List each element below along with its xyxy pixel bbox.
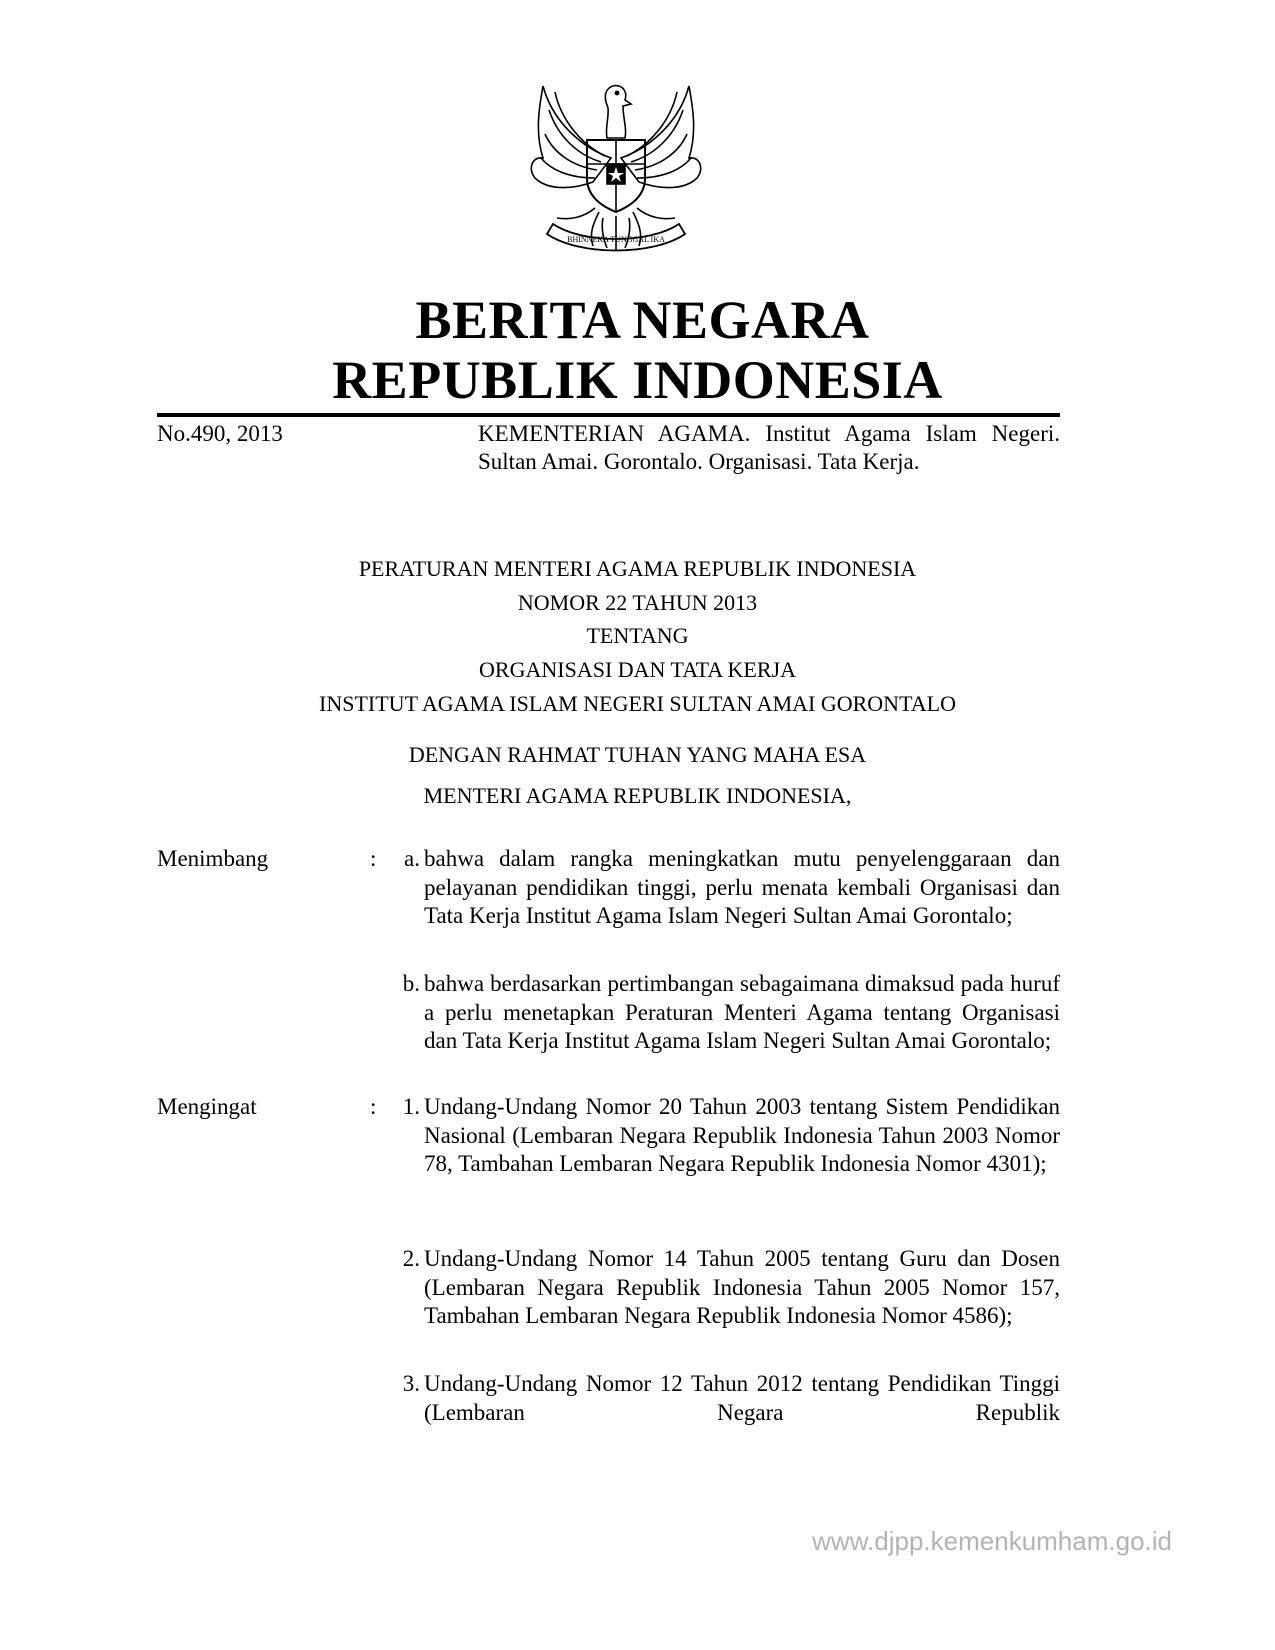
gazette-title-line1: BERITA NEGARA (415, 290, 870, 350)
menimbang-item-b: bahwa berdasarkan pertimbangan sebagaimana dimaksud pada huruf a perlu menetapkan Peraturan Menteri Agama tentang Organisasi dan Tata Kerja Institut Agama Islam Negeri Sultan Amai Gorontalo; (424, 971, 1060, 1053)
regulation-subject-line2: INSTITUT AGAMA ISLAM NEGERI SULTAN AMAI GORONTALO (319, 691, 956, 716)
emblem-motto: BHINNEKA TUNGGAL IKA (567, 235, 665, 244)
regulation-tentang: TENTANG (586, 623, 689, 648)
source-watermark: www.djpp.kemenkumham.go.id (812, 1526, 1172, 1556)
mengingat-marker-3: 3. (402, 1371, 420, 1396)
mengingat-label: Mengingat (157, 1094, 257, 1119)
menimbang-colon: : (370, 846, 377, 871)
menimbang-item-a: bahwa dalam rangka meningkatkan mutu penyelenggaraan dan pelayanan pendidikan tinggi, perlu menata kembali Organisasi dan Tata Kerja Institut Agama Islam Negeri Sultan Amai Gorontalo; (424, 846, 1060, 928)
mengingat-item-2: Undang-Undang Nomor 14 Tahun 2005 tentang Guru dan Dosen (Lembaran Negara Republik Indonesia Tahun 2005 Nomor 157, Tambahan Lembaran Negara Republik Indonesia Nomor 4586); (424, 1246, 1060, 1328)
gazette-number: No.490, 2013 (157, 421, 283, 446)
mengingat-marker-2: 2. (402, 1246, 420, 1271)
preamble-grace: DENGAN RAHMAT TUHAN YANG MAHA ESA (408, 742, 867, 767)
gazette-title-line2: REPUBLIK INDONESIA (332, 350, 943, 410)
preamble-minister: MENTERI AGAMA REPUBLIK INDONESIA, (423, 783, 852, 808)
mengingat-colon: : (370, 1094, 377, 1119)
menimbang-label: Menimbang (157, 846, 269, 871)
regulation-number: NOMOR 22 TAHUN 2013 (517, 590, 758, 615)
garuda-emblem-icon (513, 78, 719, 268)
header-divider (157, 413, 1060, 417)
menimbang-marker-b: b. (402, 971, 420, 996)
regulation-subject-line1: ORGANISASI DAN TATA KERJA (479, 657, 796, 682)
mengingat-item-1: Undang-Undang Nomor 20 Tahun 2003 tentang Sistem Pendidikan Nasional (Lembaran Negara Republik Indonesia Tahun 2003 Nomor 78, Tambahan Lembaran Negara Republik Indonesia Nomor 4301); (424, 1094, 1060, 1176)
mengingat-marker-1: 1. (402, 1094, 420, 1119)
mengingat-item-3: Undang-Undang Nomor 12 Tahun 2012 tentang Pendidikan Tinggi (Lembaran Negara Republik (424, 1371, 1060, 1425)
menimbang-marker-a: a. (404, 846, 420, 871)
regulation-title: PERATURAN MENTERI AGAMA REPUBLIK INDONESIA (358, 556, 917, 581)
gazette-subject: KEMENTERIAN AGAMA. Institut Agama Islam Negeri. Sultan Amai. Gorontalo. Organisasi. Tata Kerja. (478, 421, 1060, 474)
